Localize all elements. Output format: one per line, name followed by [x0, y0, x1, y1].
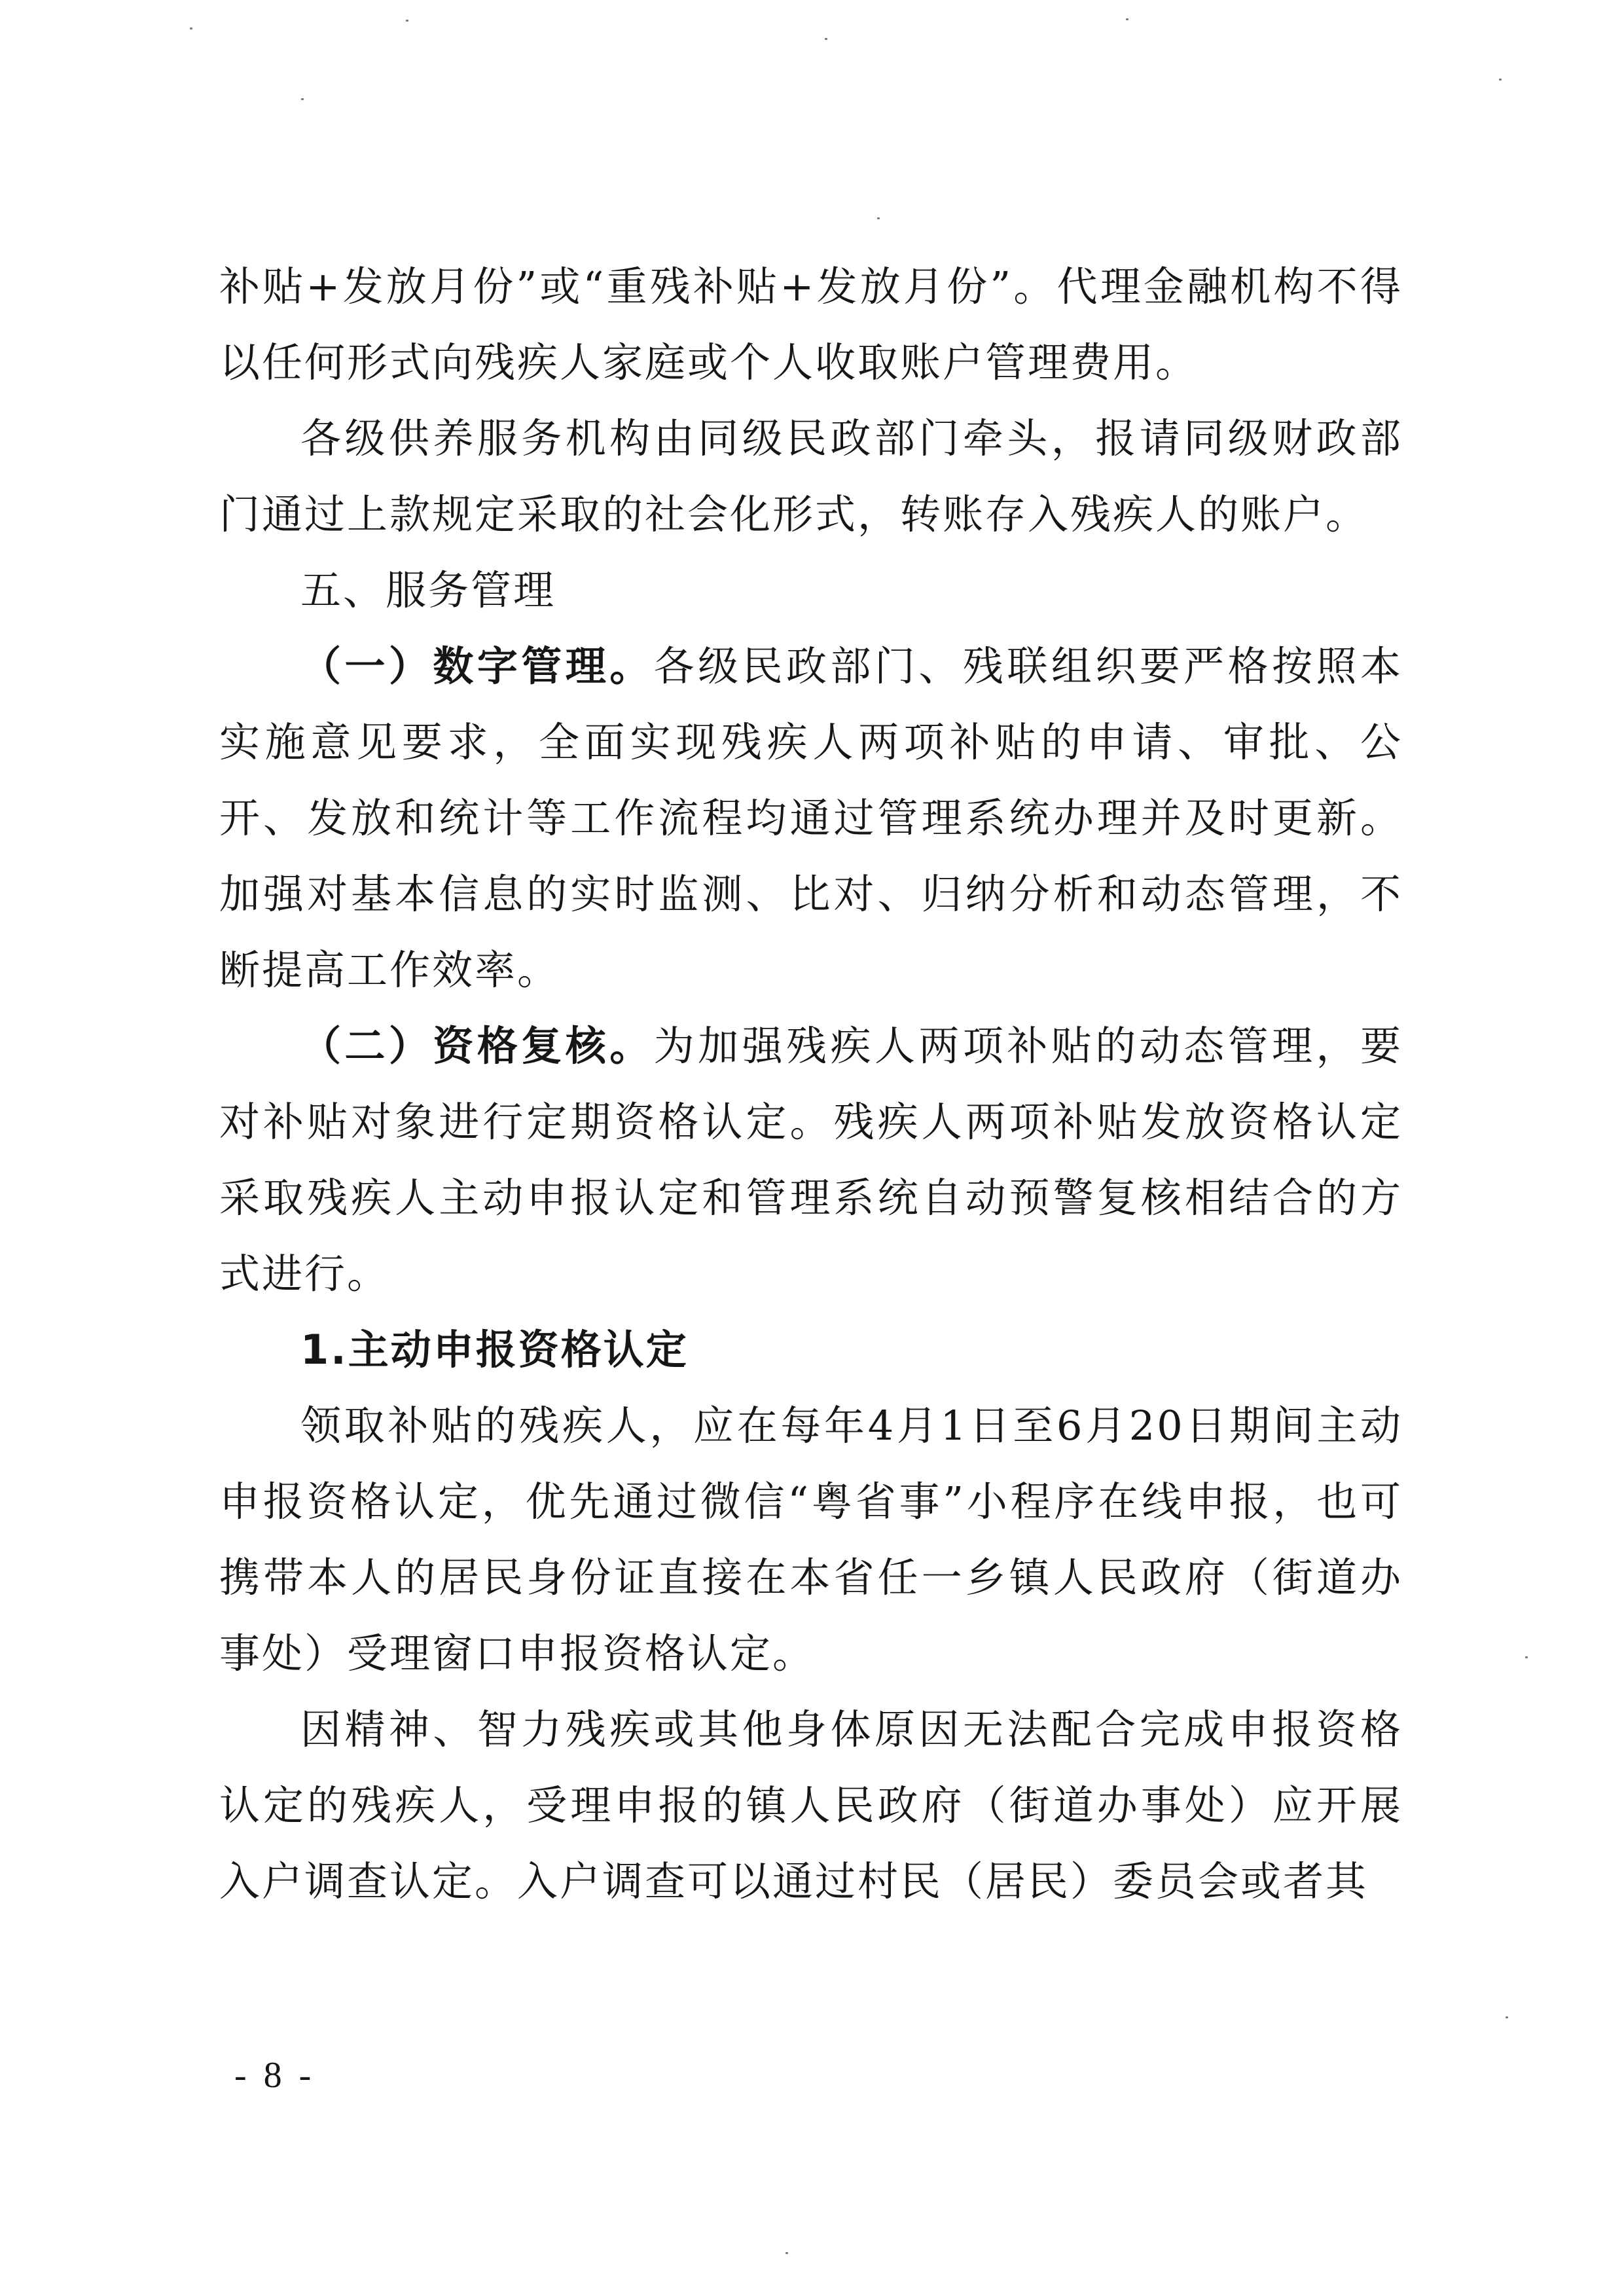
paragraph-active-declaration	[219, 1388, 1403, 1692]
subheading-active-declaration-text: 1.主动申报资格认定	[300, 1326, 689, 1374]
paragraph-qualification-review	[219, 1008, 1403, 1312]
paragraph-1	[219, 249, 1403, 401]
paragraph-1-text: 补贴+发放月份”或“重残补贴+发放月份”。代理金融机构不得以任何形式向残疾人家庭或个人收取账户管理费用。	[219, 263, 1403, 386]
subheading-active-declaration	[219, 1312, 1403, 1388]
paragraph-digital-management-text: 各级民政部门、残联组织要严格按照本实施意见要求，全面实现残疾人两项补贴的申请、审批、公开、发放和统计等工作流程均通过管理系统办理并及时更新。加强对基本信息的实时监测、比对、归纳分析和动态管理，不断提高工作效率。	[219, 642, 1403, 994]
scan-speck	[825, 38, 827, 40]
scan-speck	[301, 98, 304, 100]
section-heading-service-management	[219, 553, 1403, 628]
scan-speck	[1126, 18, 1128, 20]
scan-speck	[1506, 2016, 1508, 2018]
paragraph-digital-management	[219, 628, 1403, 1008]
scan-speck	[877, 217, 880, 219]
paragraph-2-text: 各级供养服务机构由同级民政部门牵头，报请同级财政部门通过上款规定采取的社会化形式，转账存入残疾人的账户。	[219, 414, 1403, 538]
paragraph-2	[219, 401, 1403, 553]
page-number: - 8 -	[234, 2055, 316, 2096]
paragraph-home-survey-text: 因精神、智力残疾或其他身体原因无法配合完成申报资格认定的残疾人，受理申报的镇人民政府（街道办事处）应开展入户调查认定。入户调查可以通过村民（居民）委员会或者其	[219, 1705, 1403, 1905]
paragraph-qualification-review-text: 为加强残疾人两项补贴的动态管理，要对补贴对象进行定期资格认定。残疾人两项补贴发放资格认定采取残疾人主动申报认定和管理系统自动预警复核相结合的方式进行。	[219, 1022, 1403, 1298]
paragraph-active-declaration-text: 领取补贴的残疾人，应在每年4月1日至6月20日期间主动申报资格认定，优先通过微信“粤省事”小程序在线申报，也可携带本人的居民身份证直接在本省任一乡镇人民政府（街道办事处）受理窗口申报资格认定。	[219, 1402, 1403, 1677]
scan-speck	[406, 20, 408, 22]
paragraph-home-survey	[219, 1692, 1403, 1920]
section-heading-text: 五、服务管理	[300, 566, 556, 614]
scan-speck	[190, 27, 192, 29]
scan-speck	[1499, 79, 1502, 81]
scan-speck	[1525, 1656, 1528, 1658]
subheading-digital-management: （一）数字管理。	[300, 642, 654, 690]
scan-speck	[785, 2252, 788, 2254]
subheading-qualification-review: （二）资格复核。	[300, 1022, 654, 1070]
